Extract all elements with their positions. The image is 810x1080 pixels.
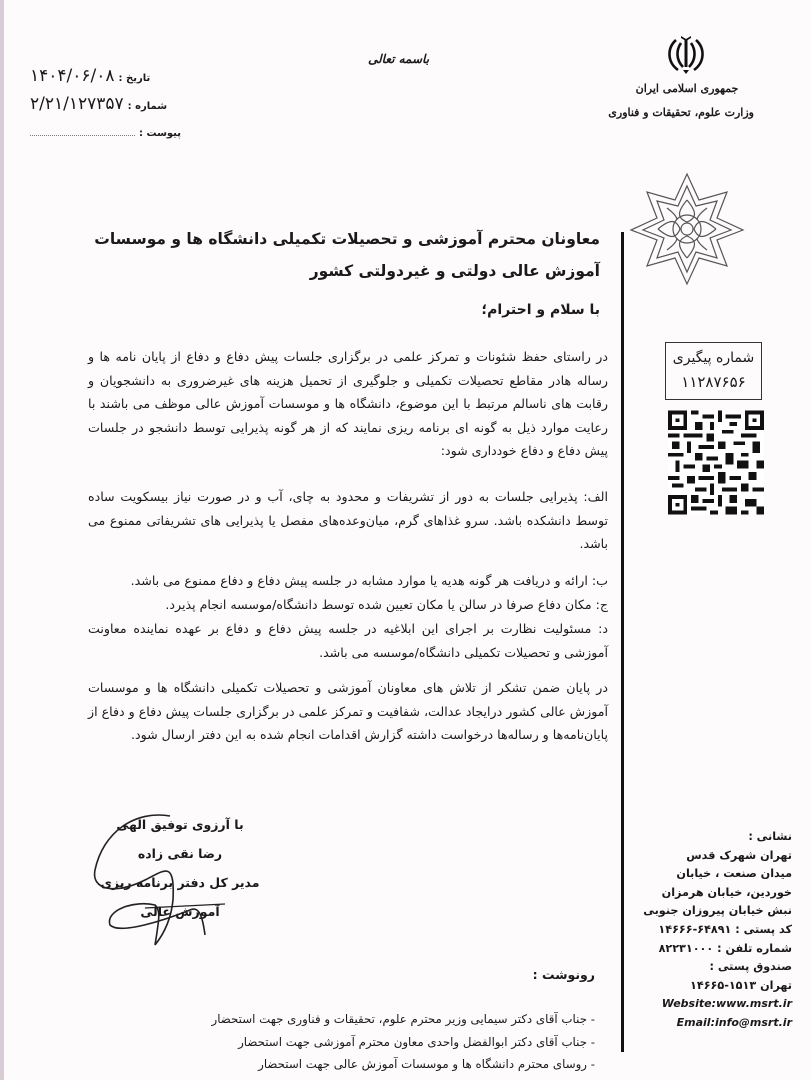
cc-list [135,1008,595,1076]
cc-item: - روسای محترم دانشگاه ها و موسسات آموزش عالی جهت استحضار [258,1057,595,1071]
signature-salutation: با آرزوی توفیق الهی [116,817,244,832]
ministry-address [632,828,792,1033]
po-box-value: تهران ۱۵۱۳-۱۴۶۶۵ [690,978,792,992]
qr-code-icon[interactable] [668,410,764,515]
email-link[interactable]: Email:info@msrt.ir [676,1015,792,1029]
bismillah-heading: باسمه تعالی [368,52,430,66]
letter-item-c: ج: مکان دفاع صرفا در سالن یا مکان تعیین شده توسط دانشگاه/موسسه انجام پذیرد. [165,597,608,612]
attachment-field [30,128,181,139]
cc-item: - جناب آقای دکتر سیمایی وزیر محترم علوم، تحقیقات و فناوری جهت استحضار [211,1012,595,1026]
attachment-blank [30,129,135,136]
iran-emblem-icon [663,30,709,76]
address-label: نشانی : [748,830,792,843]
country-name: جمهوری اسلامی ایران [635,82,739,95]
number-label: شماره : [127,101,168,112]
tracking-number: ۱۱۲۸۷۶۵۶ [681,373,746,391]
attachment-label: پیوست : [139,128,182,139]
date-label: تاریخ : [118,73,151,84]
tracking-label: شماره پیگیری [672,350,755,366]
date-field [30,66,150,86]
signature-block [80,810,280,926]
number-field [30,94,167,114]
letter-intro-paragraph: در راستای حفظ شئونات و تمرکز علمی در برگزاری جلسات پیش دفاع و دفاع از پایان نامه ها و رساله هادر مقاطع تحصیلات تکمیلی و جلوگیری از تحمیل هزینه های غیرضروری به دانشجویان و رقابت های ناسالم مرتبط با این موضوع، دانشگاه ها و موسسات آموزش عالی موظف می باشند با رعایت موارد ذیل به گونه ای برنامه ریزی نمایند که از هر گونه پذیرایی توسط دانشجو در جلسات پیش دفاع و دفاع خودداری شود: [88,349,608,458]
tracking-number-box [665,342,762,400]
number-value: ۲/۲۱/۱۲۷۳۵۷ [30,94,124,114]
phone-number: شماره تلفن : ۸۲۲۳۱۰۰۰ [658,941,792,955]
postal-code: کد پستی : ۶۴۸۹۱-۱۴۶۶۶ [658,922,792,936]
page-edge-strip [0,0,4,1080]
letter-greeting: با سلام و احترام؛ [481,302,600,318]
letter-item-b: ب: ارائه و دریافت هر گونه هدیه یا موارد مشابه در جلسه پیش دفاع و دفاع ممنوع می باشد. [130,573,608,588]
address-line: نبش خیابان پیروزان جنوبی [643,904,792,918]
address-line: خوردین، خیابان هرمزان [661,885,792,899]
cc-heading: رونوشت : [532,967,595,982]
ministry-name: وزارت علوم، تحقیقات و فناوری [608,106,754,119]
letter-item-a: الف: پذیرایی جلسات به دور از تشریفات و محدود به چای، آب و در صورت نیاز بیسکویت ساده توسط دانشکده باشد. سرو غذاهای گرم، میان‌وعده‌های مفصل یا پذیرایی های تشریفاتی ممنوع می باشد. [88,489,608,551]
vertical-divider [621,232,624,1052]
po-box-label: صندوق پستی : [709,960,792,974]
website-link[interactable]: Website:www.msrt.ir [661,997,792,1011]
address-line: میدان صنعت ، خیابان [676,867,792,881]
signatory-title: مدیر کل دفتر برنامه ریزی آموزش عالی [100,875,260,919]
date-value: ۱۴۰۴/۰۶/۰۸ [30,66,115,86]
cc-item: - جناب آقای دکتر ابوالفضل واحدی معاون محترم آموزشی جهت استحضار [238,1034,595,1049]
letter-addressee: معاونان محترم آموزشی و تحصیلات تکمیلی دانشگاه ها و موسسات آموزش عالی دولتی و غیردولتی کشور [94,230,600,280]
letter-closing-paragraph: در پایان ضمن تشکر از تلاش های معاونان آموزشی و تحصیلات تکمیلی دانشگاه ها و موسسات آموزش عالی کشور درایجاد عدالت، شفافیت و تمرکز علمی در برگزاری جلسات پیش دفاع و دفاع از پایان‌نامه‌ها و رساله‌ها درخواست داشته گزارش اقدامات انجام شده به این دفتر ارسال شود. [88,680,608,742]
address-line: تهران شهرک قدس [686,848,792,862]
decorative-ornament-icon [627,170,747,288]
letter-item-d: د: مسئولیت نظارت بر اجرای این ابلاغیه در جلسه پیش دفاع و دفاع بر عهده نماینده معاونت آموزشی و تحصیلات تکمیلی دانشگاه/موسسه می باشد. [88,621,608,660]
signatory-name: رضا نقی زاده [137,846,223,861]
